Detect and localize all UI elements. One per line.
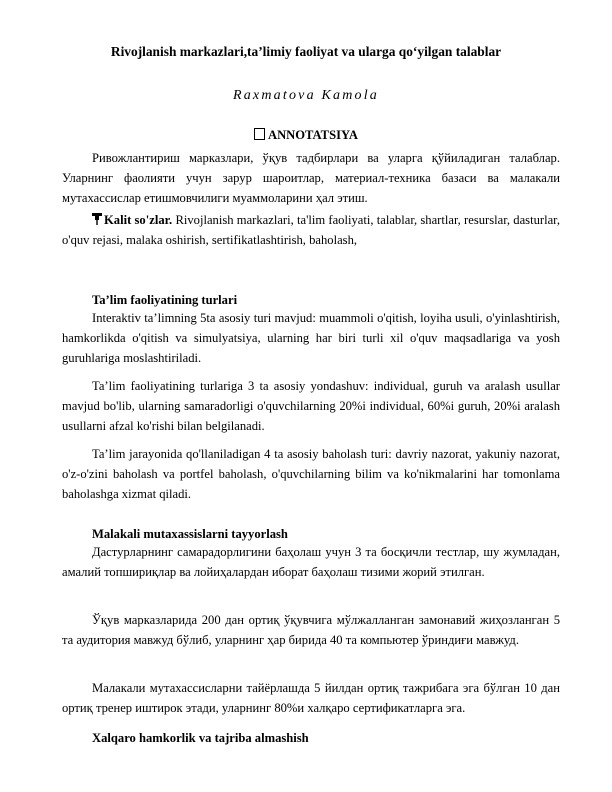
author-name: Raxmatova Kamola xyxy=(232,88,380,103)
keywords-text: Rivojlanish markazlari, ta'lim faoliyati, talablar, shartlar, resurslar, dasturlar, o'quv rejasi, malaka oshirish, sertifikatlashtirish, baholash, xyxy=(62,213,560,247)
keywords-paragraph xyxy=(62,210,560,250)
section1-paragraph-1: Interaktiv ta’limning 5ta asosiy turi mavjud: muammoli o'qitish, loyiha usuli, o'yinlashtirish, hamkorlikda o'qitish va simulyatsiya, ularning har biri turli xil o'quv maqsadlariga va yosh guruhlariga moslashtiriladi. xyxy=(62,311,560,365)
section-heading-international: Xalqaro hamkorlik va tajriba almashish xyxy=(92,731,309,745)
section-heading-specialists: Malakali mutaxassislarni tayyorlash xyxy=(92,527,288,541)
pin-icon xyxy=(92,213,102,225)
section2-paragraph-2: Ўқув марказларида 200 дан ортиқ ўқувчига мўлжалланган замонавий жиҳозланган 5 та аудитория мавжуд бўлиб, уларнинг ҳар бирида 40 та компьютер ўриндиғи мавжуд. xyxy=(62,613,560,647)
section-heading-activity-types: Ta’lim faoliyatining turlari xyxy=(92,293,238,307)
section2-paragraph-1: Дастурларнинг самарадорлигини баҳолаш учун 3 та босқичли тестлар, шу жумладан, амалий топшириқлар ва лойиҳалардан иборат баҳолаш тизими жорий этилган. xyxy=(62,545,560,579)
paper-title: Rivojlanish markazlari,ta’limiy faoliyat va ularga qo‘yilgan talablar xyxy=(110,44,502,59)
checkbox-glyph-icon xyxy=(254,128,265,140)
annotation-heading xyxy=(0,128,612,143)
section1-paragraph-3: Ta’lim jarayonida qo'llaniladigan 4 ta asosiy baholash turi: davriy nazorat, yakuniy nazorat, o'z-o'zini baholash va portfel baholash, o'quvchilarning bilim va ko'nikmalarini har tomonlama baholashga xizmat qiladi. xyxy=(62,447,560,501)
keywords-label: Kalit so'zlar. xyxy=(104,213,173,227)
section1-paragraph-2: Ta’lim faoliyatining turlariga 3 ta asosiy yondashuv: individual, guruh va aralash usullar mavjud bo'lib, ularning samaradorligi o'quvchilarning 20%i individual, 60%i guruh, 20%i aralash usullarni afzal ko'rishi bilan belgilanadi. xyxy=(62,379,560,433)
annotation-text: Ривожлантириш марказлари, ўқув тадбирлари ва уларга қўйиладиган талаблар. Уларнинг фаолияти учун зарур шароитлар, материал-техника базаси ва малакали мутахассислар етишмовчилиги муаммоларини ҳал этиш. xyxy=(62,151,560,205)
section2-paragraph-3: Малакали мутахассисларни тайёрлашда 5 йилдан ортиқ тажрибага эга бўлган 10 дан ортиқ тренер иштирок этади, уларнинг 80%и халқаро сертификатларга эга. xyxy=(62,681,560,715)
annotation-heading-text: ANNOTATSIYA xyxy=(267,128,359,142)
